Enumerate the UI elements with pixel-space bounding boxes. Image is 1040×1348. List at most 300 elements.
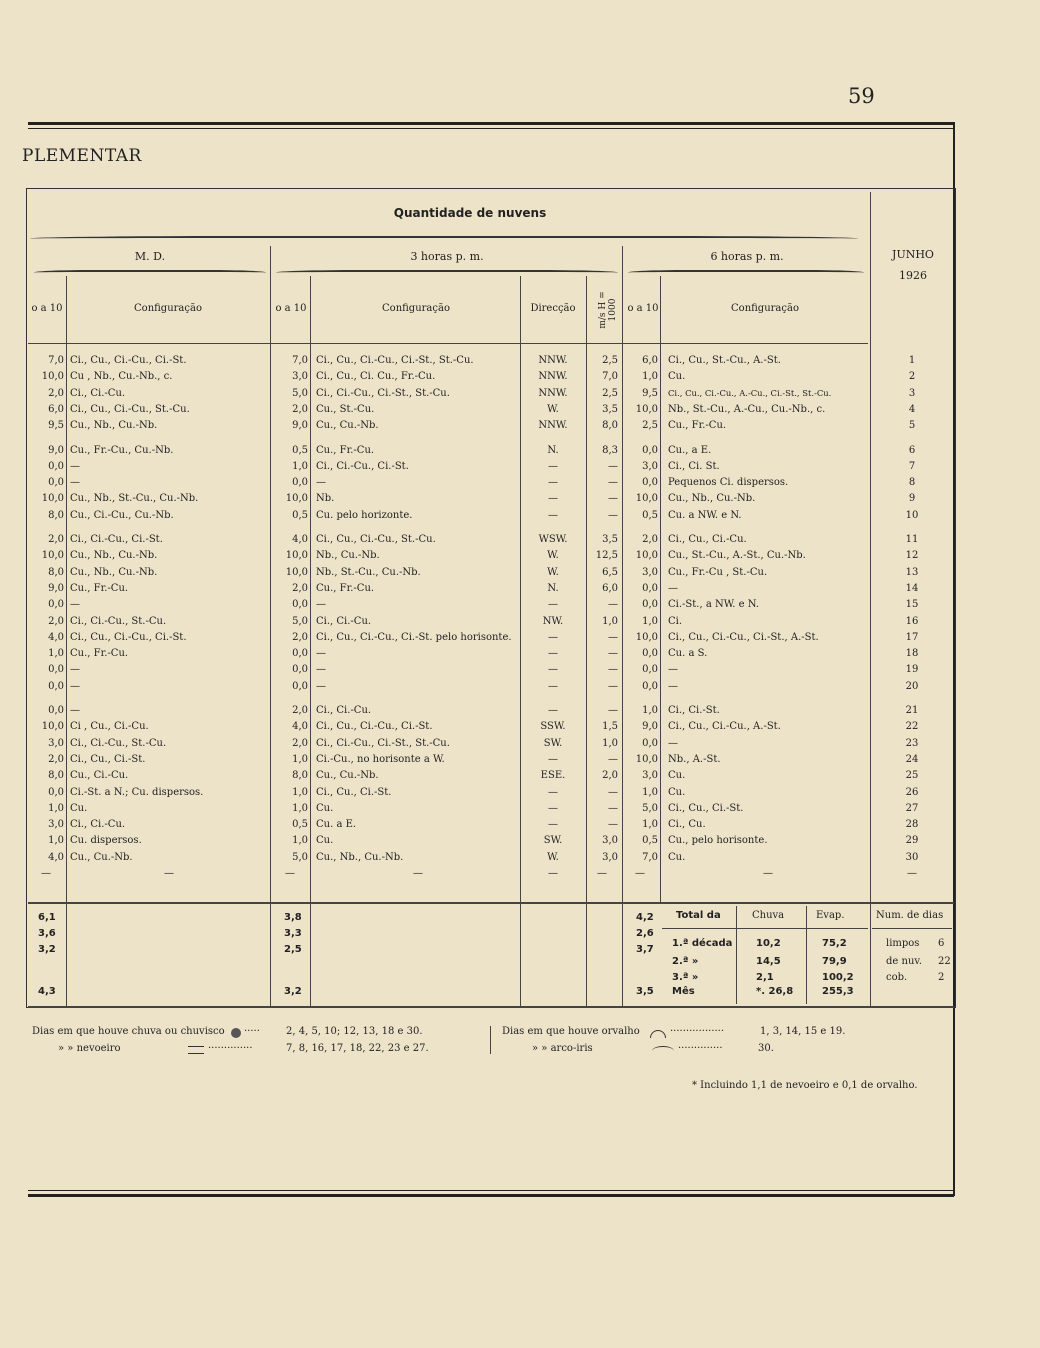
- cell-direction: W.: [547, 567, 559, 578]
- cell-p6-config: Cu., Fr.-Cu , St.-Cu.: [668, 567, 768, 578]
- cell-p6-config: Cu., pelo horisonte.: [668, 835, 768, 846]
- cell-p3-scale: 2,0: [292, 738, 308, 749]
- cell-speed: 2,0: [602, 770, 618, 781]
- colhdr-md-scale: o a 10: [31, 303, 63, 314]
- cell-p6-scale: 6,0: [642, 355, 658, 366]
- cell-p6-scale: 9,0: [642, 721, 658, 732]
- cell-direction: —: [548, 787, 558, 798]
- cell-md-config: —: [70, 599, 80, 610]
- cell-md-scale: 9,5: [48, 420, 64, 431]
- cell-md-scale: 8,0: [48, 770, 64, 781]
- cell-day: 18: [905, 648, 919, 659]
- cell-p3-config: Cu. pelo horizonte.: [316, 510, 413, 521]
- summary-md: 4,3: [38, 986, 56, 997]
- cell-speed: —: [608, 664, 618, 675]
- cell-direction: NW.: [542, 616, 564, 627]
- cell-direction: —: [548, 599, 558, 610]
- cell-p6-config: Ci., Cu., Ci.-Cu., Ci.-St., A.-St.: [668, 632, 819, 643]
- cell-md-config: Cu., Nb., Cu.-Nb.: [70, 567, 158, 578]
- fog-symbol-icon: [188, 1046, 204, 1054]
- cell-day: 20: [905, 681, 919, 692]
- cell-speed: —: [608, 461, 618, 472]
- title-wave: [30, 236, 858, 241]
- cell-direction: W.: [547, 550, 559, 561]
- cell-md-config: Cu.: [70, 803, 88, 814]
- cell-day: 29: [905, 835, 919, 846]
- month-header: JUNHO: [892, 248, 934, 261]
- cell-md-scale: 6,0: [48, 404, 64, 415]
- cell-p3-scale: 10,0: [285, 550, 308, 561]
- totals-header-evap: Evap.: [816, 910, 845, 921]
- cell-speed: —: [608, 510, 618, 521]
- cell-p6-scale: 3,0: [642, 770, 658, 781]
- days-count: 2: [938, 972, 945, 983]
- cell-direction: —: [548, 705, 558, 716]
- group-6pm: 6 horas p. m.: [710, 250, 784, 263]
- cell-direction: —: [548, 632, 558, 643]
- days-header-rule: [872, 928, 952, 929]
- cell-md-config: —: [70, 705, 80, 716]
- cell-day: 14: [905, 583, 919, 594]
- cell-md-scale: 7,0: [48, 355, 64, 366]
- cell-direction: —: [548, 664, 558, 675]
- group-md: M. D.: [134, 250, 166, 263]
- cell-md-config: Cu., Cu.-Nb.: [70, 852, 133, 863]
- cell-speed: —: [608, 787, 618, 798]
- cell-p6-scale: 1,0: [642, 705, 658, 716]
- col-divider: [270, 246, 271, 1006]
- cell-day: 7: [908, 461, 916, 472]
- cell-dash: —: [164, 868, 174, 879]
- cell-p6-scale: 0,0: [642, 445, 658, 456]
- col-divider: [66, 276, 67, 1006]
- cell-md-config: Cu. dispersos.: [70, 835, 142, 846]
- colhdr-3pm-config: Configuração: [382, 303, 450, 314]
- cell-p3-config: —: [316, 599, 326, 610]
- cell-p6-config: Cu., St.-Cu., A.-St., Cu.-Nb.: [668, 550, 806, 561]
- totals-evap: 100,2: [822, 972, 854, 983]
- cell-p6-scale: 1,0: [642, 787, 658, 798]
- cell-p6-config: Cu.: [668, 787, 686, 798]
- cell-p6-config: Ci., Cu., St.-Cu., A.-St.: [668, 355, 781, 366]
- cell-p3-config: Nb., Cu.-Nb.: [316, 550, 380, 561]
- totals-evap: 255,3: [822, 986, 854, 997]
- cell-md-scale: 0,0: [48, 705, 64, 716]
- cell-md-scale: 4,0: [48, 852, 64, 863]
- cell-md-config: Cu., Ci.-Cu.: [70, 770, 129, 781]
- cell-direction: SW.: [543, 835, 563, 846]
- cell-p6-config: Nb., St.-Cu., A.-Cu., Cu.-Nb., c.: [668, 404, 826, 415]
- cell-md-scale: 4,0: [48, 632, 64, 643]
- cell-md-scale: 9,0: [48, 445, 64, 456]
- footer-rainbow-label: » » arco-iris: [532, 1043, 593, 1054]
- cell-direction: NNW.: [538, 420, 568, 431]
- cell-md-config: Cu., Fr.-Cu.: [70, 583, 129, 594]
- cell-direction: ESE.: [540, 770, 566, 781]
- footer-rainbow-days: 30.: [758, 1043, 774, 1054]
- cell-day: 23: [905, 738, 919, 749]
- cell-md-scale: 10,0: [41, 721, 64, 732]
- wave-3pm: [276, 270, 618, 275]
- cell-speed: —: [608, 493, 618, 504]
- cell-md-config: —: [70, 681, 80, 692]
- cell-p3-scale: 2,0: [292, 404, 308, 415]
- footer-fog-label: » » nevoeiro: [58, 1043, 121, 1054]
- footer-dew-dots: ·················: [670, 1026, 725, 1037]
- cell-direction: N.: [547, 583, 559, 594]
- wave-md: [34, 270, 266, 275]
- footnote: * Incluindo 1,1 de nevoeiro e 0,1 de orvalho.: [692, 1080, 918, 1091]
- totals-rain: 14,5: [756, 956, 781, 967]
- cell-p3-config: Ci., Ci.-Cu., Ci.-St., St.-Cu.: [316, 388, 450, 399]
- cell-md-config: Ci., Cu., Ci.-Cu., St.-Cu.: [70, 404, 190, 415]
- cell-day: 15: [905, 599, 919, 610]
- cell-p6-config: Cu., a E.: [668, 445, 712, 456]
- cell-md-config: Ci., Ci.-Cu., St.-Cu.: [70, 616, 167, 627]
- cell-p3-config: Ci., Ci.-Cu.: [316, 616, 372, 627]
- cell-p6-scale: 0,0: [642, 681, 658, 692]
- cell-day: 4: [908, 404, 916, 415]
- cell-speed: 8,3: [602, 445, 618, 456]
- totals-divider: [806, 906, 807, 1004]
- cell-day: 5: [908, 420, 916, 431]
- colhdr-direction: Direcção: [530, 303, 576, 314]
- cell-md-scale: 1,0: [48, 803, 64, 814]
- cell-md-config: Cu., Ci.-Cu., Cu.-Nb.: [70, 510, 174, 521]
- cell-p3-config: Ci., Ci.-Cu., Ci.-St., St.-Cu.: [316, 738, 450, 749]
- cell-p3-config: —: [316, 681, 326, 692]
- cell-p3-config: Cu., Fr.-Cu.: [316, 583, 375, 594]
- cell-speed: —: [608, 705, 618, 716]
- cell-md-scale: 0,0: [48, 787, 64, 798]
- cell-p3-config: Ci., Cu., Ci.-Cu., Ci.-St.: [316, 721, 433, 732]
- cell-p3-scale: 1,0: [292, 754, 308, 765]
- cell-md-scale: 0,0: [48, 599, 64, 610]
- cell-speed: —: [608, 648, 618, 659]
- days-count: 22: [938, 956, 951, 967]
- cell-day: 21: [905, 705, 919, 716]
- cell-p6-scale: 0,0: [642, 599, 658, 610]
- cell-p6-config: Cu.: [668, 770, 686, 781]
- cell-p3-scale: 0,5: [292, 445, 308, 456]
- cell-direction: W.: [547, 852, 559, 863]
- cell-speed: 6,5: [602, 567, 618, 578]
- cell-md-config: Ci., Ci.-Cu., Ci.-St.: [70, 534, 163, 545]
- cell-p6-scale: 0,0: [642, 664, 658, 675]
- cell-p3-scale: 5,0: [292, 388, 308, 399]
- cell-p3-scale: 1,0: [292, 803, 308, 814]
- cell-speed: 2,5: [602, 388, 618, 399]
- cell-md-scale: 0,0: [48, 461, 64, 472]
- cell-md-scale: 2,0: [48, 388, 64, 399]
- dew-symbol-icon: [650, 1030, 666, 1038]
- cell-day: 8: [908, 477, 916, 488]
- cell-p6-scale: 9,5: [642, 388, 658, 399]
- section-title: PLEMENTAR: [22, 146, 142, 166]
- totals-period: 3.ª »: [672, 972, 699, 983]
- footer-rain-label: Dias em que houve chuva ou chuvisco: [32, 1026, 225, 1037]
- cell-dash: —: [763, 868, 773, 879]
- cell-md-scale: 2,0: [48, 534, 64, 545]
- cell-p3-scale: 5,0: [292, 852, 308, 863]
- rain-symbol-icon: [231, 1028, 241, 1038]
- cell-dash: —: [907, 868, 917, 879]
- cell-direction: —: [548, 477, 558, 488]
- cell-p3-config: Ci.-Cu., no horisonte a W.: [316, 754, 445, 765]
- totals-evap: 79,9: [822, 956, 847, 967]
- cell-day: 16: [905, 616, 919, 627]
- rainbow-symbol-icon: [652, 1046, 674, 1056]
- cell-p3-config: Cu., Fr.-Cu.: [316, 445, 375, 456]
- cell-p3-config: Nb.: [316, 493, 335, 504]
- summary-p3: 3,2: [284, 986, 302, 997]
- cell-p3-scale: 5,0: [292, 616, 308, 627]
- cell-p3-config: Nb., St.-Cu., Cu.-Nb.: [316, 567, 421, 578]
- cell-p3-config: Cu. a E.: [316, 819, 357, 830]
- days-header: Num. de dias: [876, 910, 944, 921]
- cell-p3-scale: 0,0: [292, 681, 308, 692]
- cell-p6-scale: 3,0: [642, 567, 658, 578]
- bottom-rule-thick: [28, 1194, 954, 1197]
- cell-direction: —: [548, 803, 558, 814]
- colhdr-6pm-config: Configuração: [731, 303, 799, 314]
- cell-md-scale: 8,0: [48, 567, 64, 578]
- cell-p6-config: Cu. a NW. e N.: [668, 510, 742, 521]
- cell-speed: 12,5: [595, 550, 618, 561]
- cell-direction: —: [548, 461, 558, 472]
- cell-day: 1: [908, 355, 916, 366]
- summary-md: 3,2: [38, 944, 56, 955]
- cell-p6-config: Cu.: [668, 852, 686, 863]
- cell-md-scale: 10,0: [41, 371, 64, 382]
- totals-header-rain: Chuva: [752, 910, 785, 921]
- cell-p3-config: —: [316, 477, 326, 488]
- summary-top-rule: [28, 902, 954, 904]
- cell-md-scale: 3,0: [48, 819, 64, 830]
- cell-speed: —: [608, 819, 618, 830]
- summary-p6: 3,5: [636, 986, 654, 997]
- cell-direction: —: [548, 754, 558, 765]
- cell-md-scale: 9,0: [48, 583, 64, 594]
- cell-dash: —: [548, 868, 558, 879]
- cell-p3-config: Ci., Cu., Ci.-St.: [316, 787, 392, 798]
- cell-p3-scale: 0,5: [292, 510, 308, 521]
- cell-day: 25: [905, 770, 919, 781]
- totals-period: Mês: [672, 986, 695, 997]
- cell-p3-scale: 3,0: [292, 371, 308, 382]
- cell-p6-scale: 0,0: [642, 648, 658, 659]
- cell-p3-scale: 4,0: [292, 721, 308, 732]
- cell-direction: W.: [547, 404, 559, 415]
- cell-p6-config: Cu. a S.: [668, 648, 708, 659]
- cell-p6-config: Ci., Cu., Ci.-Cu., A.-Cu., Ci.-St., St.-Cu.: [668, 388, 832, 398]
- cell-md-config: Ci , Cu., Ci.-Cu.: [70, 721, 149, 732]
- cell-dash: —: [597, 868, 607, 879]
- cell-p3-scale: 10,0: [285, 567, 308, 578]
- cell-speed: 3,0: [602, 852, 618, 863]
- cell-direction: SSW.: [540, 721, 566, 732]
- cell-md-config: Cu., Nb., Cu.-Nb.: [70, 550, 158, 561]
- cell-speed: —: [608, 681, 618, 692]
- cell-p6-config: Nb., A.-St.: [668, 754, 721, 765]
- cell-p3-scale: 10,0: [285, 493, 308, 504]
- cell-p6-scale: 10,0: [635, 550, 658, 561]
- cell-p6-scale: 2,5: [642, 420, 658, 431]
- table-bottom-rule: [28, 1006, 954, 1008]
- cell-md-config: Cu., Nb., Cu.-Nb.: [70, 420, 158, 431]
- summary-p3: 2,5: [284, 944, 302, 955]
- cell-p3-config: Ci., Cu., Ci.-Cu., Ci.-St. pelo horisonte.: [316, 632, 512, 643]
- cell-speed: —: [608, 632, 618, 643]
- cell-p6-scale: 0,0: [642, 477, 658, 488]
- totals-period: 2.ª »: [672, 956, 699, 967]
- colhdr-6pm-scale: o a 10: [627, 303, 659, 314]
- cell-md-scale: 1,0: [48, 835, 64, 846]
- footer-rain-days: 2, 4, 5, 10; 12, 13, 18 e 30.: [286, 1026, 423, 1037]
- cell-direction: WSW.: [538, 534, 568, 545]
- days-label: limpos: [886, 938, 920, 949]
- cell-p6-config: —: [668, 583, 678, 594]
- days-label: cob.: [886, 972, 908, 983]
- cell-p3-scale: 0,0: [292, 477, 308, 488]
- summary-p3: 3,8: [284, 912, 302, 923]
- summary-p6: 3,7: [636, 944, 654, 955]
- cell-speed: 3,0: [602, 835, 618, 846]
- cell-p3-scale: 0,0: [292, 664, 308, 675]
- cell-dash: —: [285, 868, 295, 879]
- cell-dash: —: [635, 868, 645, 879]
- cell-p6-scale: 0,0: [642, 738, 658, 749]
- cell-md-scale: 2,0: [48, 754, 64, 765]
- col-divider: [310, 276, 311, 1006]
- cell-direction: —: [548, 648, 558, 659]
- cell-day: 17: [905, 632, 919, 643]
- cell-speed: 3,5: [602, 404, 618, 415]
- days-count: 6: [938, 938, 945, 949]
- cell-p6-config: Cu., Nb., Cu.-Nb.: [668, 493, 756, 504]
- group-3pm: 3 horas p. m.: [410, 250, 484, 263]
- cell-p3-scale: 0,0: [292, 648, 308, 659]
- cell-day: 2: [908, 371, 916, 382]
- cell-md-scale: 0,0: [48, 664, 64, 675]
- cell-speed: 6,0: [602, 583, 618, 594]
- cell-p3-scale: 1,0: [292, 461, 308, 472]
- header-bottom-rule: [28, 343, 868, 344]
- col-divider: [870, 192, 871, 1006]
- totals-rain: 10,2: [756, 938, 781, 949]
- cell-p6-scale: 10,0: [635, 754, 658, 765]
- cell-p6-scale: 0,5: [642, 835, 658, 846]
- cell-day: 6: [908, 445, 916, 456]
- col-divider: [660, 276, 661, 902]
- cell-speed: 1,5: [602, 721, 618, 732]
- cell-p3-scale: 2,0: [292, 705, 308, 716]
- cell-p6-config: Ci., Ci.-St.: [668, 705, 720, 716]
- cell-speed: 1,0: [602, 738, 618, 749]
- footer-dew-days: 1, 3, 14, 15 e 19.: [760, 1026, 846, 1037]
- cell-md-config: Ci., Cu., Ci.-Cu., Ci.-St.: [70, 632, 187, 643]
- cell-p6-config: Ci.-St., a NW. e N.: [668, 599, 759, 610]
- cell-md-scale: 0,0: [48, 681, 64, 692]
- cell-p6-config: —: [668, 664, 678, 675]
- cell-p6-scale: 2,0: [642, 534, 658, 545]
- cell-p3-scale: 0,0: [292, 599, 308, 610]
- cell-p3-scale: 2,0: [292, 583, 308, 594]
- top-rule-thick: [28, 122, 954, 125]
- cell-p3-config: Ci., Ci.-Cu., Ci.-St.: [316, 461, 409, 472]
- cell-md-config: Cu., Nb., St.-Cu., Cu.-Nb.: [70, 493, 199, 504]
- cell-speed: 1,0: [602, 616, 618, 627]
- cell-p3-config: Cu., Cu.-Nb.: [316, 420, 379, 431]
- cell-p6-config: Ci., Cu., Ci.-Cu., A.-St.: [668, 721, 781, 732]
- cell-md-scale: 3,0: [48, 738, 64, 749]
- totals-header-rule: [662, 928, 868, 929]
- cell-md-config: Ci., Cu., Ci.-Cu., Ci.-St.: [70, 355, 187, 366]
- cell-speed: —: [608, 599, 618, 610]
- footer-rain-dots: ·····: [244, 1026, 260, 1037]
- cell-p6-config: Ci., Ci. St.: [668, 461, 720, 472]
- summary-md: 3,6: [38, 928, 56, 939]
- cell-md-scale: 10,0: [41, 550, 64, 561]
- cell-direction: NNW.: [538, 355, 568, 366]
- cell-direction: —: [548, 819, 558, 830]
- cell-day: 22: [905, 721, 919, 732]
- cell-p6-scale: 7,0: [642, 852, 658, 863]
- cell-p6-config: Ci., Cu., Ci.-Cu.: [668, 534, 747, 545]
- cell-p3-scale: 1,0: [292, 787, 308, 798]
- totals-evap: 75,2: [822, 938, 847, 949]
- cell-p3-config: Ci., Cu., Ci. Cu., Fr.-Cu.: [316, 371, 436, 382]
- cell-md-scale: 1,0: [48, 648, 64, 659]
- cell-p6-scale: 5,0: [642, 803, 658, 814]
- cell-day: 12: [905, 550, 919, 561]
- cell-speed: 8,0: [602, 420, 618, 431]
- cell-p3-config: Ci., Cu., Ci.-Cu., St.-Cu.: [316, 534, 436, 545]
- cell-md-scale: 2,0: [48, 616, 64, 627]
- cell-md-config: Ci., Ci.-Cu.: [70, 819, 126, 830]
- cell-p3-config: Cu.: [316, 835, 334, 846]
- summary-md: 6,1: [38, 912, 56, 923]
- footer-fog-dots: ··············: [208, 1043, 253, 1054]
- cell-dash: —: [41, 868, 51, 879]
- summary-p6: 4,2: [636, 912, 654, 923]
- cell-day: 28: [905, 819, 919, 830]
- cell-speed: 3,5: [602, 534, 618, 545]
- cell-p6-config: Cu., Fr.-Cu.: [668, 420, 727, 431]
- cell-md-config: Cu., Fr.-Cu., Cu.-Nb.: [70, 445, 174, 456]
- cell-day: 30: [905, 852, 919, 863]
- totals-rain: 2,1: [756, 972, 774, 983]
- cell-p6-config: —: [668, 681, 678, 692]
- cell-day: 10: [905, 510, 919, 521]
- cell-p3-scale: 4,0: [292, 534, 308, 545]
- year-header: 1926: [899, 269, 927, 282]
- footer-divider: [490, 1026, 491, 1054]
- cell-p6-scale: 1,0: [642, 616, 658, 627]
- cell-p3-config: Cu., St.-Cu.: [316, 404, 375, 415]
- cell-dash: —: [413, 868, 423, 879]
- cell-direction: N.: [547, 445, 559, 456]
- cell-md-config: Ci., Ci.-Cu.: [70, 388, 126, 399]
- cell-day: 11: [905, 534, 919, 545]
- cell-p6-scale: 1,0: [642, 819, 658, 830]
- cell-direction: NNW.: [538, 371, 568, 382]
- summary-p6: 2,6: [636, 928, 654, 939]
- cell-md-config: Cu., Fr.-Cu.: [70, 648, 129, 659]
- cell-md-config: —: [70, 664, 80, 675]
- cell-p3-scale: 8,0: [292, 770, 308, 781]
- totals-period: 1.ª década: [672, 938, 733, 949]
